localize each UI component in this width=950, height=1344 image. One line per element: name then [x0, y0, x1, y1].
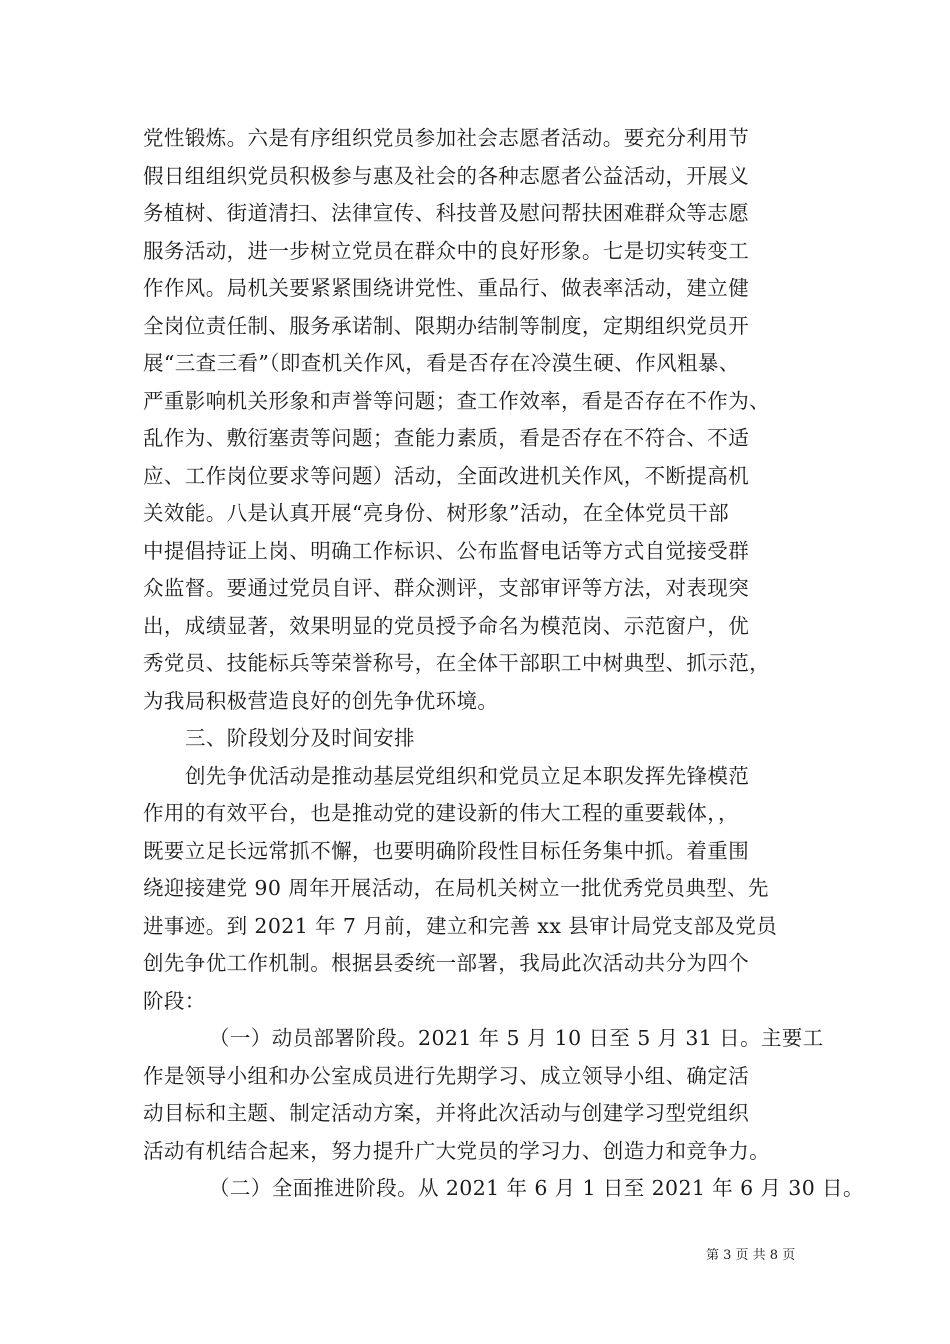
- text-line: 秀党员、技能标兵等荣誉称号，在全体干部职工中树典型、抓示范，: [143, 651, 770, 675]
- page-number: 第 3 页 共 8 页: [706, 1248, 796, 1263]
- text-line: 全岗位责任制、服务承诺制、限期办结制等制度，定期组织党员开: [143, 313, 750, 338]
- text-line: 出，成绩显著，效果明显的党员授予命名为模范岗、示范窗户，优: [143, 613, 750, 638]
- text-line: 务植树、街道清扫、法律宣传、科技普及慰问帮扶困难群众等志愿: [143, 201, 750, 225]
- document-body: [143, 120, 864, 1208]
- text-line: 假日组组织党员积极参与惠及社会的各种志愿者公益活动，开展义: [143, 163, 750, 188]
- text-line: 进事迹。到 2021 年 7 月前，建立和完善 xx 县审计局党支部及党员: [143, 913, 778, 938]
- text-line: 严重影响机关形象和声誉等问题；查工作效率，看是否存在不作为、: [143, 388, 770, 413]
- text-line: 作作风。局机关要紧紧围绕讲党性、重品行、做表率活动，建立健: [143, 276, 750, 300]
- text-line: 创先争优工作机制。根据县委统一部署，我局此次活动共分为四个: [143, 951, 750, 975]
- text-line: 作是领导小组和办公室成员进行先期学习、成立领导小组、确定活: [143, 1063, 750, 1088]
- subsection-heading: （二）全面推进阶段。从 2021 年 6 月 1 日至 2021 年 6 月 30 日。: [209, 1176, 864, 1200]
- text-line: 绕迎接建党 90 周年开展活动，在局机关树立一批优秀党员典型、先: [143, 876, 769, 900]
- text-line: 服务活动，进一步树立党员在群众中的良好形象。七是切实转变工: [143, 238, 750, 263]
- text-line: 党性锻炼。六是有序组织党员参加社会志愿者活动。要充分利用节: [143, 126, 750, 150]
- text-line: 乱作为、敷衍塞责等问题；查能力素质，看是否存在不符合、不适: [143, 426, 750, 450]
- text-line: 展“三查三看”（即查机关作风，看是否存在冷漠生硬、作风粗暴、: [143, 351, 740, 375]
- text-line: 为我局积极营造良好的创先争优环境。: [143, 688, 499, 713]
- subsection-heading: （一）动员部署阶段。2021 年 5 月 10 日至 5 月 31 日。主要工: [209, 1026, 824, 1050]
- text-line: 作用的有效平台，也是推动党的建设新的伟大工程的重要载体，，: [143, 801, 739, 825]
- text-line: 既要立足长远常抓不懈，也要明确阶段性目标任务集中抓。着重围: [143, 838, 750, 863]
- text-line: 动目标和主题、制定活动方案，并将此次活动与创建学习型党组织: [143, 1101, 750, 1125]
- text-line: 应、工作岗位要求等问题）活动，全面改进机关作风，不断提高机: [143, 463, 750, 488]
- text-line: 阶段：: [143, 988, 206, 1013]
- text-line: 活动有机结合起来，努力提升广大党员的学习力、创造力和竞争力。: [143, 1138, 770, 1163]
- text-line: 关效能。八是认真开展“亮身份、树形象”活动，在全体党员干部: [143, 501, 730, 525]
- text-line: 创先争优活动是推动基层党组织和党员立足本职发挥先锋模范: [185, 763, 750, 788]
- text-line: 中提倡持证上岗、明确工作标识、公布监督电话等方式自觉接受群: [143, 538, 750, 563]
- section-heading: 三、阶段划分及时间安排: [185, 726, 415, 750]
- text-line: 众监督。要通过党员自评、群众测评，支部审评等方法，对表现突: [143, 576, 750, 600]
